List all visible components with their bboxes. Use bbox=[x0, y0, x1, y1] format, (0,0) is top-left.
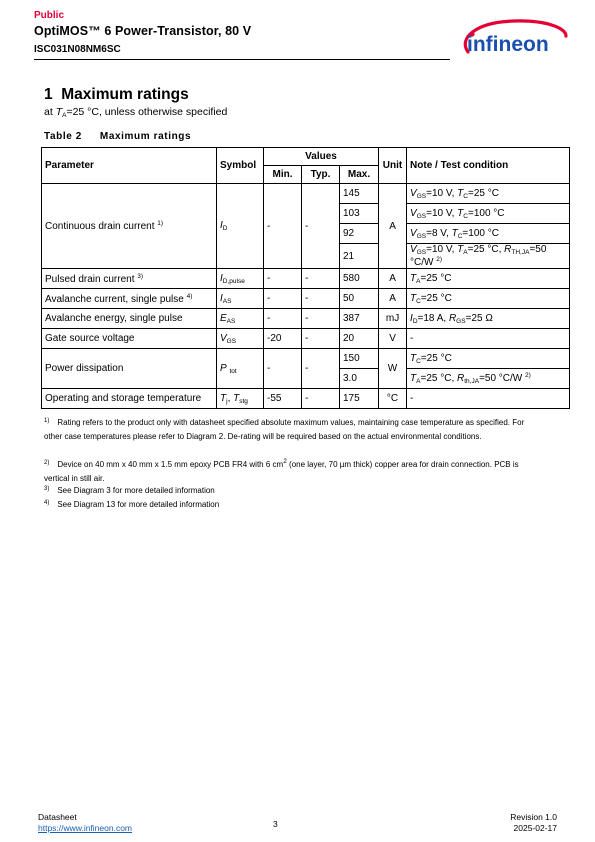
typ-cell: - bbox=[302, 349, 340, 389]
note-cell: - bbox=[407, 329, 570, 349]
max-cell: 580 bbox=[340, 269, 379, 289]
footnote bbox=[44, 455, 534, 485]
footnote bbox=[44, 483, 534, 498]
symbol-cell bbox=[217, 289, 264, 309]
typ-cell: - bbox=[302, 269, 340, 289]
param-text: Continuous drain current bbox=[45, 221, 155, 232]
note-cell bbox=[407, 369, 570, 389]
param-cell: Power dissipation bbox=[42, 349, 217, 389]
header-rule bbox=[34, 59, 450, 60]
footer-right bbox=[510, 812, 557, 834]
typ-cell: - bbox=[302, 289, 340, 309]
section-number: 1 bbox=[44, 86, 53, 103]
note-var: R bbox=[457, 373, 465, 384]
note-cell bbox=[407, 349, 570, 369]
footnote-ref: 2) bbox=[436, 256, 443, 263]
symbol-sub: D bbox=[222, 225, 228, 232]
min-cell: -20 bbox=[264, 329, 302, 349]
note-text: =25 °C, bbox=[420, 373, 458, 384]
note-sub: C bbox=[463, 192, 468, 200]
param-text: Pulsed drain current bbox=[45, 273, 135, 285]
note-sub: A bbox=[416, 378, 421, 385]
max-cell: 150 bbox=[340, 349, 379, 369]
max-cell: 3.0 bbox=[340, 369, 379, 389]
symbol-cell bbox=[217, 329, 264, 349]
max-cell: 50 bbox=[340, 289, 379, 309]
footnote-mark: 1) bbox=[44, 418, 50, 424]
footnote-text: See Diagram 3 for more detailed information bbox=[57, 486, 215, 495]
symbol-sub: stg bbox=[239, 397, 248, 405]
section-subtitle bbox=[44, 106, 227, 119]
note-sub: A bbox=[416, 277, 421, 285]
footnote-ref: 3) bbox=[137, 272, 144, 280]
symbol-sub: AS bbox=[226, 317, 236, 325]
footnote-ref: 4) bbox=[186, 292, 193, 300]
unit-cell: °C bbox=[379, 389, 407, 409]
footer-doc-type: Datasheet bbox=[38, 812, 77, 822]
footnote-text: See Diagram 13 for more detailed information bbox=[57, 500, 220, 509]
note-text: =25 °C bbox=[420, 292, 452, 304]
subtitle-var: T bbox=[55, 106, 63, 118]
header-symbol: Symbol bbox=[217, 148, 264, 184]
note-text: =25 °C bbox=[467, 187, 499, 199]
footnote-text: Device on 40 mm x 40 mm x 1.5 mm epoxy PCB FR4 with 6 cm bbox=[57, 460, 284, 469]
footnote-ref: 2) bbox=[525, 372, 531, 379]
note-cell: - bbox=[407, 389, 570, 409]
table-caption-title: Maximum ratings bbox=[99, 131, 192, 142]
unit-cell: mJ bbox=[379, 309, 407, 329]
param-cell bbox=[42, 309, 217, 329]
min-cell: - bbox=[264, 184, 302, 269]
symbol-cell bbox=[217, 309, 264, 329]
note-sub: GS bbox=[416, 249, 427, 256]
table-row bbox=[42, 329, 570, 349]
table-row bbox=[42, 269, 570, 289]
note-var: T bbox=[451, 227, 458, 239]
note-sub: GS bbox=[456, 317, 466, 325]
symbol-text: T bbox=[220, 392, 227, 404]
typ-cell: - bbox=[302, 184, 340, 269]
page-number: 3 bbox=[273, 819, 278, 829]
note-var: T bbox=[410, 272, 417, 284]
max-cell: 103 bbox=[340, 204, 379, 224]
param-text: Avalanche energy, single pulse bbox=[45, 313, 183, 324]
note-text: =10 V, bbox=[426, 244, 458, 255]
note-var: R bbox=[448, 312, 457, 324]
max-cell: 20 bbox=[340, 329, 379, 349]
min-cell: - bbox=[264, 269, 302, 289]
symbol-text: P bbox=[220, 362, 227, 374]
param-cell bbox=[42, 184, 217, 269]
classification-label: Public bbox=[34, 10, 65, 21]
note-text: =50 °C/W bbox=[410, 244, 547, 268]
table-row bbox=[42, 389, 570, 409]
symbol-text: T bbox=[233, 392, 240, 404]
note-sub: TH,JA bbox=[511, 249, 530, 256]
table-row bbox=[42, 349, 570, 369]
note-text: =25 °C, bbox=[467, 244, 505, 255]
footnote-mark: 2) bbox=[44, 460, 50, 466]
unit-cell: A bbox=[379, 184, 407, 269]
note-cell bbox=[407, 269, 570, 289]
note-sub: th,JA bbox=[464, 378, 480, 385]
table-caption bbox=[44, 131, 191, 142]
param-cell bbox=[42, 269, 217, 289]
min-cell: - bbox=[264, 309, 302, 329]
note-text: =18 A, bbox=[417, 312, 449, 324]
footnote-mark: 3) bbox=[44, 486, 50, 492]
product-title: OptiMOS™ 6 Power-Transistor, 80 V bbox=[34, 24, 252, 38]
unit-cell: V bbox=[379, 329, 407, 349]
symbol-cell bbox=[217, 184, 264, 269]
min-cell: - bbox=[264, 349, 302, 389]
note-cell bbox=[407, 204, 570, 224]
note-text: =25 °C bbox=[420, 272, 452, 284]
note-sub: C bbox=[416, 357, 421, 365]
max-cell: 145 bbox=[340, 184, 379, 204]
note-var: T bbox=[410, 373, 417, 384]
footnote-mark: 4) bbox=[44, 500, 50, 506]
footnote bbox=[44, 497, 534, 512]
typ-cell: - bbox=[302, 309, 340, 329]
note-var: V bbox=[410, 187, 417, 199]
footnote-text: Rating refers to the product only with datasheet specified absolute maximum values, maintaining case temperature as specified. For other case temperatures please refer to Diagram 2. De-rating will be required based on the actual environmental conditions. bbox=[44, 418, 525, 441]
symbol-text: I bbox=[220, 272, 223, 284]
note-text: =10 V, bbox=[426, 187, 458, 199]
symbol-sub: AS bbox=[222, 297, 232, 305]
footer-url-link[interactable]: https://www.infineon.com bbox=[38, 823, 133, 833]
note-sub: C bbox=[457, 232, 463, 240]
note-sub: GS bbox=[416, 192, 427, 200]
note-sub: C bbox=[416, 297, 421, 305]
max-cell: 92 bbox=[340, 224, 379, 244]
note-text: =100 °C bbox=[462, 227, 499, 239]
header-unit: Unit bbox=[379, 148, 407, 184]
note-var: T bbox=[457, 207, 464, 219]
note-text: =10 V, bbox=[426, 207, 458, 219]
symbol-text: E bbox=[220, 312, 227, 324]
symbol-text: V bbox=[220, 332, 227, 344]
note-cell bbox=[407, 184, 570, 204]
section-heading: Maximum ratings bbox=[61, 86, 189, 103]
note-cell bbox=[407, 289, 570, 309]
section-title bbox=[44, 86, 189, 104]
header-note: Note / Test condition bbox=[407, 148, 570, 184]
note-sub: GS bbox=[416, 212, 427, 220]
note-text: =50 °C/W bbox=[479, 373, 523, 384]
subtitle-sub: A bbox=[62, 112, 67, 119]
note-cell bbox=[407, 224, 570, 244]
note-text: =25 °C bbox=[420, 352, 452, 364]
max-cell: 21 bbox=[340, 244, 379, 269]
footer-date: 2025-02-17 bbox=[513, 823, 557, 833]
symbol-sub: j bbox=[226, 397, 228, 405]
table-row bbox=[42, 289, 570, 309]
note-sub: C bbox=[463, 212, 468, 220]
header-typ: Typ. bbox=[302, 166, 340, 184]
symbol-text: I bbox=[220, 292, 223, 304]
typ-cell: - bbox=[302, 329, 340, 349]
note-cell bbox=[407, 309, 570, 329]
note-var: T bbox=[457, 244, 464, 255]
footnote-sup: 2 bbox=[283, 458, 287, 465]
symbol-text: I bbox=[220, 220, 223, 231]
header-values: Values bbox=[264, 148, 379, 166]
param-cell bbox=[42, 289, 217, 309]
unit-cell: W bbox=[379, 349, 407, 389]
typ-cell: - bbox=[302, 389, 340, 409]
note-var: V bbox=[410, 227, 417, 239]
note-sub: GS bbox=[416, 232, 427, 240]
footnote-ref: 1) bbox=[157, 220, 164, 227]
unit-cell: A bbox=[379, 269, 407, 289]
symbol-sep: , bbox=[227, 392, 234, 404]
max-cell: 175 bbox=[340, 389, 379, 409]
note-text: =25 Ω bbox=[465, 312, 493, 324]
note-var: T bbox=[410, 292, 417, 304]
note-var: V bbox=[410, 244, 417, 255]
unit-cell: A bbox=[379, 289, 407, 309]
note-cell bbox=[407, 244, 570, 269]
note-sub: A bbox=[463, 249, 468, 256]
symbol-sub: GS bbox=[226, 337, 237, 345]
logo-text: infineon bbox=[467, 33, 549, 56]
note-var: T bbox=[410, 352, 417, 364]
table-row bbox=[42, 184, 570, 204]
symbol-sub: D,pulse bbox=[222, 277, 245, 285]
note-var: I bbox=[410, 312, 413, 324]
note-var: V bbox=[410, 207, 417, 219]
min-cell: - bbox=[264, 289, 302, 309]
footnote-text: (one layer, 70 µm thick) copper area for drain connection. PCB is vertical in still air. bbox=[44, 460, 519, 483]
footnote bbox=[44, 415, 534, 443]
symbol-cell bbox=[217, 269, 264, 289]
param-text: Avalanche current, single pulse bbox=[45, 293, 184, 305]
subtitle-prefix: at bbox=[44, 106, 56, 118]
note-text: =8 V, bbox=[426, 227, 452, 239]
symbol-sub: tot bbox=[229, 367, 237, 375]
footer-revision: Revision 1.0 bbox=[510, 812, 557, 822]
note-text: =100 °C bbox=[467, 207, 505, 219]
infineon-logo bbox=[458, 18, 570, 62]
part-number: ISC031N08NM6SC bbox=[34, 44, 121, 55]
subtitle-rest: =25 °C, unless otherwise specified bbox=[66, 106, 228, 118]
maximum-ratings-table bbox=[41, 147, 570, 409]
note-var: R bbox=[504, 244, 512, 255]
max-cell: 387 bbox=[340, 309, 379, 329]
note-sub: D bbox=[412, 317, 418, 325]
param-cell: Gate source voltage bbox=[42, 329, 217, 349]
header-min: Min. bbox=[264, 166, 302, 184]
note-var: T bbox=[457, 187, 464, 199]
header-max: Max. bbox=[340, 166, 379, 184]
header-parameter: Parameter bbox=[42, 148, 217, 184]
table-row bbox=[42, 309, 570, 329]
min-cell: -55 bbox=[264, 389, 302, 409]
symbol-cell bbox=[217, 349, 264, 389]
table-caption-number: Table 2 bbox=[44, 131, 82, 142]
param-cell: Operating and storage temperature bbox=[42, 389, 217, 409]
footer-left bbox=[38, 812, 132, 834]
symbol-cell bbox=[217, 389, 264, 409]
